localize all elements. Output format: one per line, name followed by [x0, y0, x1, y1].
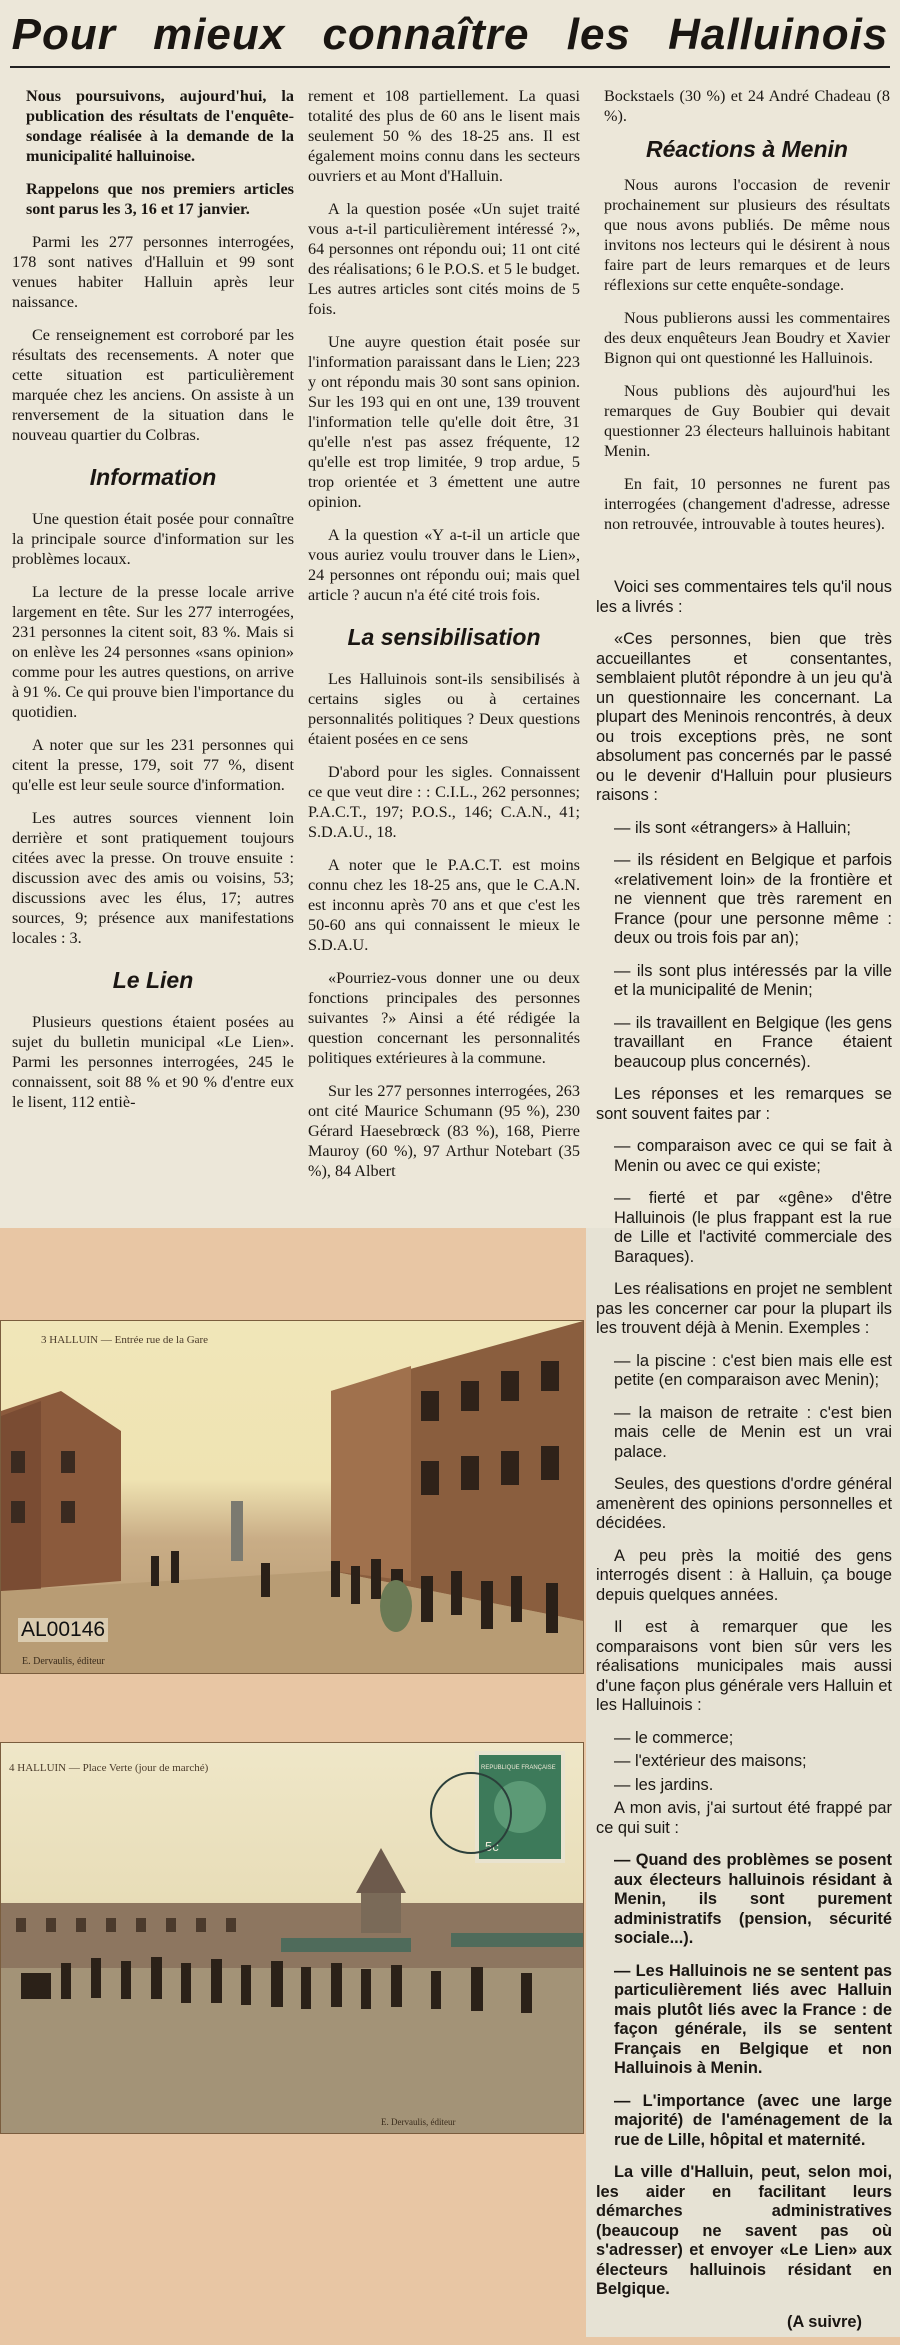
paragraph: A la question «Y a-t-il un article que vous auriez voulu trouver dans le Lien», 24 personnes ont répondu oui; mais quel article ? aucun n'a été cité trois fois.	[308, 526, 580, 604]
list-item: — Les Halluinois ne se sentent pas particulièrement liés avec Halluin mais plutôt liés avec la France : de façon générale, ils se sentent Français en Belgique et non Halluinois à Menin.	[614, 1961, 892, 2077]
paragraph: A peu près la moitié des gens interrogés disent : à Halluin, ça bouge depuis quelques années.	[596, 1546, 892, 1604]
stamp-value: 5c	[485, 1839, 499, 1854]
paragraph: A mon avis, j'ai surtout été frappé par ce qui suit :	[596, 1799, 892, 1837]
column-1	[12, 86, 294, 1125]
paragraph: Les réponses et les remarques se sont souvent faites par :	[596, 1085, 892, 1123]
heading-reactions-menin: Réactions à Menin	[646, 136, 848, 162]
paragraph: A la question posée «Un sujet traité vous a-t-il particulièrement intéressé ?», 64 personnes ont répondu oui; 11 ont cité des réalisations; 6 le P.O.S. et 5 le budget. Les autres articles sont cités moins de 5 fois.	[308, 200, 580, 318]
photo1-caption: 3 HALLUIN — Entrée rue de la Gare	[41, 1334, 209, 1346]
column-2	[308, 86, 580, 1194]
photo2-caption: 4 HALLUIN — Place Verte (jour de marché)	[9, 1762, 209, 1774]
paragraph: Les Halluinois sont-ils sensibilisés à certains sigles ou à certaines personnalités politiques ? Deux questions étaient posées en ce sens	[308, 670, 580, 748]
paragraph: Voici ses commentaires tels qu'il nous les a livrés :	[596, 578, 892, 616]
comments-column	[596, 578, 892, 2345]
list-item: — fierté et par «gêne» d'être Halluinois (le plus frappant est la rue de Lille et l'activité commerciale des Baraques).	[614, 1189, 892, 1266]
column-3	[604, 86, 890, 547]
market-scene-illustration	[1, 1743, 583, 2133]
list-item: — la piscine : c'est bien mais elle est petite (en comparaison avec Menin);	[614, 1351, 892, 1389]
paragraph: D'abord pour les sigles. Connaissent ce que veut dire : : C.I.L., 262 personnes; P.A.C.T., 197; P.O.S., 146; C.A.N., 41; S.D.A.U., 18.	[308, 763, 580, 841]
paragraph: La lecture de la presse locale arrive largement en tête. Sur les 277 interrogées, 231 personnes la citent soit, 83 %. Mais si on enlève les 24 personnes «sans opinion» comme pour les autres questions, on arrive à 91 %. Ce qui prouve bien l'importance du quotidien.	[12, 583, 294, 721]
paragraph: Nous publions dès aujourd'hui les remarques de Guy Boubier qui devait questionner 23 électeurs halluinois habitant Menin.	[604, 382, 890, 460]
paragraph: Plusieurs questions étaient posées au sujet du bulletin municipal «Le Lien». Parmi les personnes interrogées, 245 le connaissent, soit 88 % et 90 % d'entre eux le lisent, 112 entiè-	[12, 1013, 294, 1111]
paragraph: Nous publierons aussi les commentaires des deux enquêteurs Jean Boudry et Xavier Bignon qui ont questionné les Halluinois.	[604, 309, 890, 367]
list-item: — Quand des problèmes se posent aux électeurs halluinois résidant à Menin, ils sont purement administratifs (pension, sécurité sociale...).	[614, 1851, 892, 1947]
list-item: — ils sont «étrangers» à Halluin;	[614, 818, 851, 837]
paragraph: Bockstaels (30 %) et 24 André Chadeau (8 %).	[604, 87, 890, 125]
postcard-place-verte	[0, 1742, 584, 2134]
paragraph: Une question était posée pour connaître la principale source d'information sur les problèmes locaux.	[12, 510, 294, 568]
recall-text: Rappelons que nos premiers articles sont parus les 3, 16 et 17 janvier.	[26, 180, 294, 218]
list-item: — L'importance (avec une large majorité) de l'aménagement de la rue de Lille, hôpital et maternité.	[614, 2091, 892, 2149]
list-item: — la maison de retraite : c'est bien mais celle de Menin est un vrai palace.	[614, 1403, 892, 1461]
paragraph: En fait, 10 personnes ne furent pas interrogées (changement d'adresse, adresse non retrouvée, introuvable à toutes heures).	[604, 475, 890, 533]
paragraph: A noter que sur les 231 personnes qui citent la presse, 179, soit 77 %, disent qu'elle est leur seule source d'information.	[12, 736, 294, 794]
paragraph: Une auyre question était posée sur l'information paraissant dans le Lien; 223 y ont répondu mais 30 sont sans opinion. Sur les 193 qui en ont une, 139 trouvent l'information telle qu'elle doit être, 31 qu'elle n'est pas assez fréquente, 12 qu'elle est trop limitée, 9 trop ardue, 5 trop orientée et 3 émettent une autre opinion.	[308, 333, 580, 511]
photo2-publisher: E. Dervaulis, éditeur	[381, 2117, 456, 2127]
paragraph: Il est à remarquer que les comparaisons vont bien sûr vers les réalisations municipales mais aussi d'une façon plus générale vers Halluin et les Halluinois :	[596, 1618, 892, 1714]
archive-id: AL00146	[18, 1618, 108, 1642]
paragraph: Sur les 277 personnes interrogées, 263 ont cité Maurice Schumann (95 %), 230 Gérard Haesebrœck (83 %), 168, Pierre Mauroy (60 %), 97 Arthur Notebart (35 %), 84 Albert	[308, 1082, 580, 1180]
list-item: — le commerce;	[614, 1728, 734, 1747]
heading-sensibilisation: La sensibilisation	[347, 624, 541, 650]
paragraph: La ville d'Halluin, peut, selon moi, les aider en facilitant leurs démarches administratives (beaucoup ne savent pas où s'adresser) et envoyer «Le Lien» aux électeurs halluinois résidant en Belgique.	[596, 2163, 892, 2298]
paragraph: «Ces personnes, bien que très accueillantes et consentantes, semblaient plutôt répondre à un jeu qu'à un questionnaire les concernant. La plupart des Meninois rencontrés, à deux ou trois exceptions près, ne sont absolument pas concernés par le passé ou le devenir d'Halluin pour plusieurs raisons :	[596, 630, 892, 804]
paragraph: Les autres sources viennent loin derrière et sont pratiquement toujours citées avec la presse. On trouve ensuite : discussion avec des amis ou voisins, 53; discussions avec les élus, 17; autres sources, 9; présence aux manifestations locales : 3.	[12, 809, 294, 947]
list-item: — l'extérieur des maisons;	[614, 1752, 807, 1770]
photo1-publisher: E. Dervaulis, éditeur	[22, 1656, 105, 1667]
paragraph: rement et 108 partiellement. La quasi totalité des plus de 60 ans le lisent mais seulement 50 % des 18-25 ans. Il est également moins connu dans les secteurs ouvriers et au Mont d'Halluin.	[308, 87, 580, 185]
to-be-continued: (A suivre)	[787, 2312, 862, 2331]
heading-information: Information	[89, 464, 217, 490]
postage-stamp	[477, 1753, 563, 1861]
paragraph: «Pourriez-vous donner une ou deux fonctions principales des personnes suivantes ?» Ainsi a été rédigée la question concernant les personnalités politiques extérieures à la commune.	[308, 969, 580, 1067]
list-item: — ils sont plus intéressés par la ville et la municipalité de Menin;	[614, 961, 892, 999]
paragraph: Les réalisations en projet ne semblent pas les concerner car pour la plupart ils les trouvent déjà à Menin. Exemples :	[596, 1280, 892, 1337]
paragraph: A noter que le P.A.C.T. est moins connu chez les 18-25 ans, que le C.A.N. est inconnu après 70 ans et que c'est les 50-60 ans qui connaissent le mieux le S.D.A.U.	[308, 856, 580, 954]
list-item: — ils résident en Belgique et parfois «relativement loin» de la frontière et ne viennent que très rarement en France (pour une personne même : deux ou trois fois par an);	[614, 851, 892, 947]
paragraph: Seules, des questions d'ordre général amenèrent des opinions personnelles et décidées.	[596, 1475, 892, 1532]
stamp-text: REPUBLIQUE FRANÇAISE	[481, 1765, 556, 1771]
list-item: — ils travaillent en Belgique (les gens travaillant en France étaient beaucoup plus concernés).	[614, 1013, 892, 1071]
paragraph: Parmi les 277 personnes interrogées, 178 sont natives d'Halluin et 99 sont venues habiter Halluin après leur naissance.	[12, 233, 294, 311]
list-item: — les jardins.	[614, 1775, 714, 1794]
paragraph: Ce renseignement est corroboré par les résultats des recensements. A noter que cette situation est particulièrement marquée chez les anciens. On assiste à un renversement de la situation dans le nouveau quartier du Colbras.	[12, 326, 294, 444]
heading-le-lien: Le Lien	[112, 967, 194, 993]
paragraph: Nous aurons l'occasion de revenir prochainement sur plusieurs des résultats que nous avons publiés. De même nous invitons nos lecteurs qui le désirent à nous faire part de leurs remarques et de leurs réflexions sur cette enquête-sondage.	[604, 176, 890, 294]
list-item: — comparaison avec ce qui se fait à Menin ou avec ce qui existe;	[614, 1137, 892, 1175]
article-title: Pour mieux connaître les Halluinois	[10, 4, 890, 68]
intro-text: Nous poursuivons, aujourd'hui, la publication des résultats de l'enquête-sondage réalisée à la demande de la municipalité halluinoise.	[26, 87, 294, 165]
